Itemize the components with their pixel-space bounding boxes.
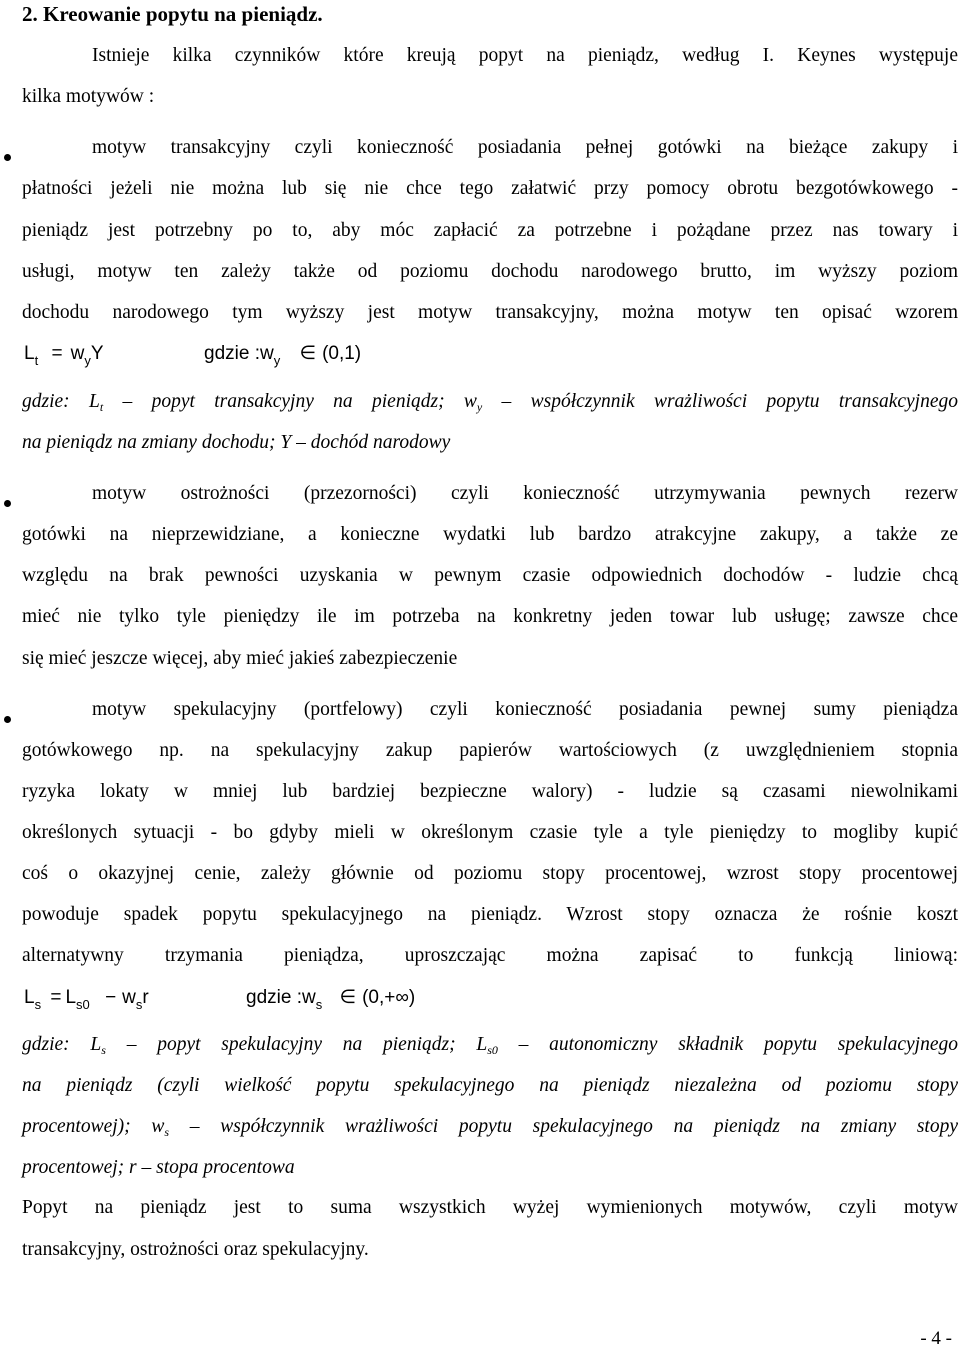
legend-speculative-line-1: gdzie: $L_s$ – popyt spekulacyjny na pieniądz; $L_{s0}$ – autonomiczny składnik popytu spekulacyjnego	[22, 1034, 958, 1057]
motive-1-line-2: płatności jeżeli nie można lub się nie chce tego załatwić przy pomocy obrotu bezgotówkowego -	[22, 178, 958, 199]
motive-3-line-2: gotówkowego np. na spekulacyjny zakup papierów wartościowych (z uwzględnieniem stopnia	[22, 740, 958, 761]
legend-transactional-line-2: na pieniądz na zmiany dochodu; Y – dochód narodowy	[22, 432, 451, 453]
formula-transactional: $L_t = w_yY$	[24, 343, 104, 368]
motive-2-line-2: gotówki na nieprzewidziane, a konieczne wydatki lub bardzo atrakcyjne zakupy, a także ze	[22, 524, 958, 545]
motive-1-line-4: usługi, motyw ten zależy także od poziomu dochodu narodowego brutto, im wyższy poziom	[22, 261, 958, 282]
formula-transactional-condition: gdzie $:w_y$ ∈ (0,1)	[204, 343, 362, 368]
legend-speculative-line-3: procentowej); $w_s$ – współczynnik wrażliwości popytu spekulacyjnego na pieniądz na zmiany stopy	[22, 1116, 958, 1139]
intro-line-2: kilka motywów :	[22, 86, 155, 107]
motive-2-line-5: się mieć jeszcze więcej, aby mieć jakieś zabezpieczenie	[22, 648, 458, 669]
motive-2-line-1: motyw ostrożności (przezorności) czyli konieczność utrzymywania pewnych rezerw	[92, 483, 958, 504]
motive-1-line-1: motyw transakcyjny czyli konieczność posiadania pełnej gotówki na bieżące zakupy i	[92, 137, 958, 158]
motive-3-line-5: coś o okazyjnej cenie, zależy głównie od poziomu stopy procentowej, wzrost stopy procentowej	[22, 863, 958, 884]
formula-speculative: $L_s = L_{s0} - w_sr$	[24, 987, 149, 1012]
motive-3-line-7: alternatywny trzymania pieniądza, uproszczając można zapisać to funkcją liniową:	[22, 945, 958, 966]
conclusion-line-2: transakcyjny, ostrożności oraz spekulacyjny.	[22, 1239, 369, 1260]
conclusion-line-1: Popyt na pieniądz jest to suma wszystkich wyżej wymienionych motywów, czyli motyw	[22, 1197, 958, 1218]
motive-1-line-5: dochodu narodowego tym wyższy jest motyw transakcyjny, można motyw ten opisać wzorem	[22, 302, 958, 323]
legend-speculative-line-4: procentowej; r – stopa procentowa	[22, 1157, 295, 1178]
motive-1-line-3: pieniądz jest potrzebny po to, aby móc zapłacić za potrzebne i pożądane przez nas towary i	[22, 220, 958, 241]
bullet-icon	[4, 154, 11, 161]
page-number: - 4 -	[920, 1328, 952, 1349]
bullet-icon	[4, 716, 11, 723]
bullet-icon	[4, 500, 11, 507]
legend-transactional-line-1: gdzie: $L_t$ – popyt transakcyjny na pieniądz; $w_y$ – współczynnik wrażliwości popytu transakcyjnego	[22, 391, 958, 414]
motive-2-line-4: mieć nie tylko tyle pieniędzy ile im potrzeba na konkretny jeden towar lub usługę; zawsze chce	[22, 606, 958, 627]
legend-speculative-line-2: na pieniądz (czyli wielkość popytu spekulacyjnego na pieniądz niezależna od poziomu stopy	[22, 1075, 958, 1096]
motive-3-line-6: powoduje spadek popytu spekulacyjnego na pieniądz. Wzrost stopy oznacza że rośnie koszt	[22, 904, 958, 925]
section-title: 2. Kreowanie popytu na pieniądz.	[22, 2, 323, 26]
formula-speculative-condition: gdzie $:w_s$ ∈ (0,+∞)	[246, 987, 416, 1012]
motive-3-line-3: ryzyka lokaty w mniej lub bardziej bezpieczne walory) - ludzie są czasami niewolnikami	[22, 781, 958, 802]
motive-3-line-4: określonych sytuacji - bo gdyby mieli w określonym czasie tyle a tyle pieniędzy to mogliby kupić	[22, 822, 958, 843]
intro-line-1: Istnieje kilka czynników które kreują popyt na pieniądz, według I. Keynes występuje	[92, 45, 958, 66]
motive-2-line-3: względu na brak pewności uzyskania w pewnym czasie odpowiednich dochodów - ludzie chcą	[22, 565, 958, 586]
motive-3-line-1: motyw spekulacyjny (portfelowy) czyli konieczność posiadania pewnej sumy pieniądza	[92, 699, 958, 720]
